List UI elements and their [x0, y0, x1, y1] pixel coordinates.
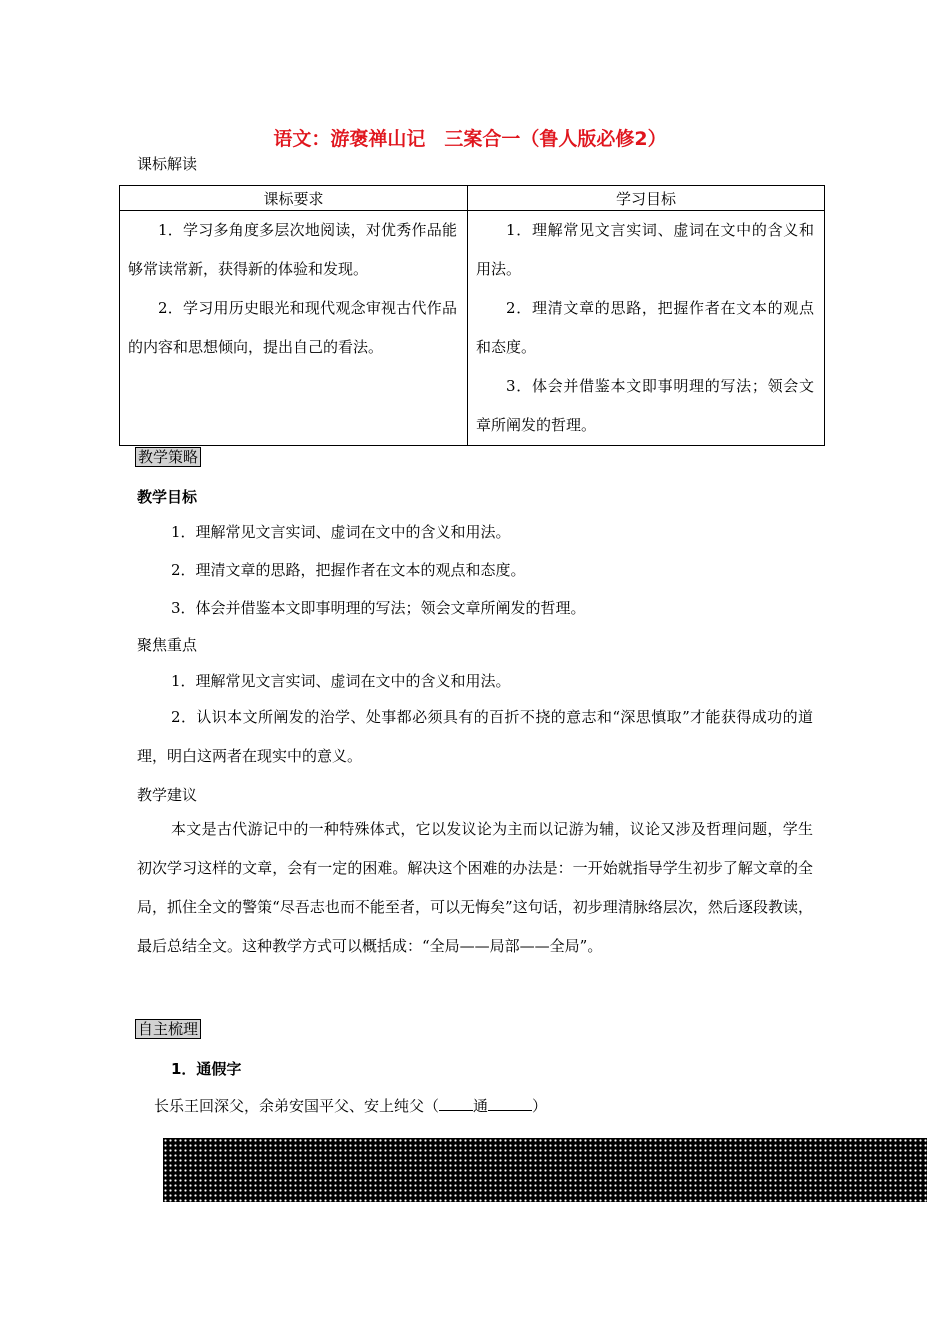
- strategy-label: 教学策略: [135, 447, 201, 467]
- tongjia-question: [154, 1095, 547, 1116]
- focus-item: 2．认识本文所阐发的治学、处事都必须具有的百折不挠的意志和“深思慎取”才能获得成功的道理，明白这两者在现实中的意义。: [137, 708, 813, 765]
- tongjia-text: 长乐王回深父，余弟安国平父、安上纯父（: [154, 1097, 440, 1115]
- objective-item: 2．理清文章的思路，把握作者在文本的观点和态度。: [476, 299, 814, 356]
- requirement-item: 2．学习用历史眼光和现代观念审视古代作品的内容和思想倾向，提出自己的看法。: [128, 299, 457, 356]
- table-header: 学习目标: [468, 186, 825, 211]
- goals-heading: 教学目标: [137, 488, 198, 506]
- objective-item: 1．理解常见文言实词、虚词在文中的含义和用法。: [476, 221, 814, 278]
- tongjia-heading: 1．通假字: [171, 1060, 242, 1078]
- suggestion-heading: 教学建议: [137, 786, 198, 804]
- page-title: 语文：游褒禅山记 三案合一（鲁人版必修2）: [273, 128, 667, 150]
- table-header: 课标要求: [120, 186, 468, 211]
- table-cell-objectives: [468, 211, 825, 446]
- tongjia-end: ）: [532, 1097, 548, 1115]
- table-header-row: [120, 186, 825, 211]
- goal-item: 3．体会并借鉴本文即事明理的写法；领会文章所阐发的哲理。: [171, 599, 586, 617]
- goal-item: 2．理清文章的思路，把握作者在文本的观点和态度。: [171, 561, 526, 579]
- tongjia-mid: 通: [473, 1097, 489, 1115]
- section-curriculum: 课标解读: [137, 155, 198, 173]
- requirement-item: 1．学习多角度多层次地阅读，对优秀作品能够常读常新，获得新的体验和发现。: [128, 221, 457, 278]
- blank-field[interactable]: [439, 1095, 473, 1111]
- table-row: [120, 211, 825, 446]
- self-review-label: 自主梳理: [135, 1019, 201, 1039]
- curriculum-table: [119, 185, 825, 446]
- suggestion-text: 本文是古代游记中的一种特殊体式，它以发议论为主而以记游为辅，议论又涉及哲理问题，学生初次学习这样的文章，会有一定的困难。解决这个困难的办法是：一开始就指导学生初步了解文章的全局，抓住全文的警策“尽吾志也而不能至者，可以无悔矣”这句话，初步理清脉络层次，然后逐段教读，最后总结全文。这种教学方式可以概括成：“全局——局部——全局”。: [137, 820, 813, 955]
- table-cell-requirements: [120, 211, 468, 446]
- objective-item: 3．体会并借鉴本文即事明理的写法；领会文章所阐发的哲理。: [476, 377, 814, 434]
- dotted-pattern-block: [163, 1138, 927, 1202]
- focus-heading: 聚焦重点: [137, 636, 198, 654]
- goal-item: 1．理解常见文言实词、虚词在文中的含义和用法。: [171, 523, 511, 541]
- blank-field[interactable]: [488, 1095, 532, 1111]
- focus-item: 1．理解常见文言实词、虚词在文中的含义和用法。: [171, 672, 511, 690]
